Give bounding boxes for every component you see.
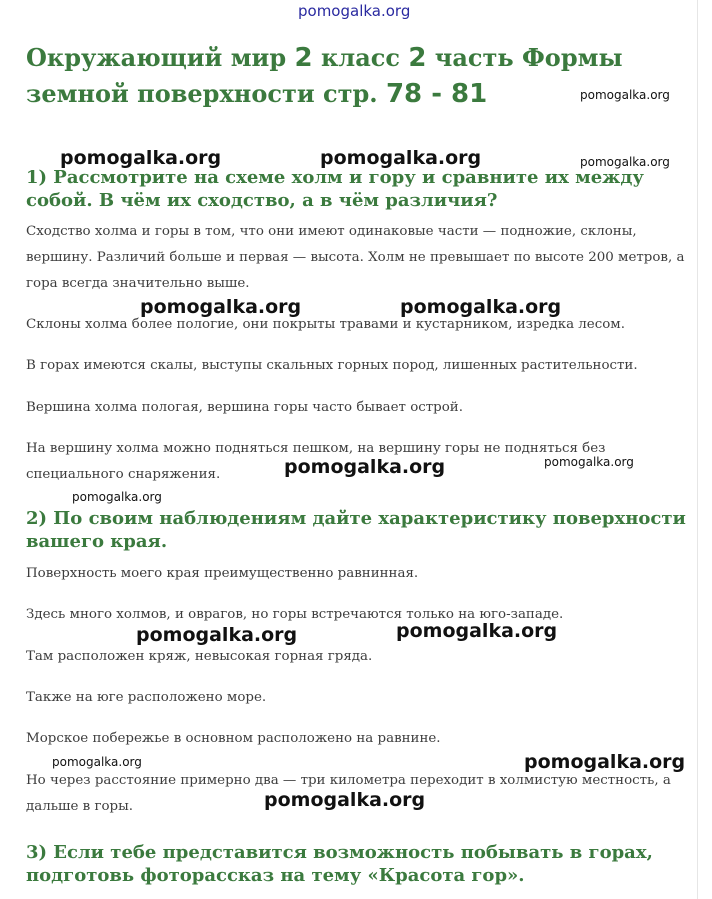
watermark: pomogalka.org (264, 789, 426, 811)
watermark: pomogalka.org (544, 455, 634, 469)
right-divider (697, 0, 698, 899)
watermark: pomogalka.org (400, 296, 562, 318)
q2-answer-2: Здесь много холмов, и оврагов, но горы встречаются только на юго-западе. (26, 607, 564, 622)
watermark: pomogalka.org (580, 155, 670, 169)
q2-answer-6: Но через расстояние примерно два — три километра переходит в холмистую местность, а дальше в горы. (26, 773, 671, 814)
q1-answer-3: В горах имеются скалы, выступы скальных горных пород, лишенных растительности. (26, 358, 638, 373)
question-1-heading: 1) Рассмотрите на схеме холм и гору и сравните их между собой. В чём их сходство, а в чём различия? (26, 167, 644, 211)
question-3-heading: 3) Если тебе представится возможность побывать в горах, подготовь фотоpaccкaз на тему «Красота гор». (26, 842, 653, 886)
watermark: pomogalka.org (320, 147, 482, 169)
watermark: pomogalka.org (524, 751, 686, 773)
watermark: pomogalka.org (140, 296, 302, 318)
watermark: pomogalka.org (396, 620, 558, 642)
q2-answer-5: Морское побережье в основном расположено на равнине. (26, 731, 441, 746)
q1-answer-2: Склоны холма более пологие, они покрыты травами и кустарником, изредка лесом. (26, 317, 625, 332)
watermark: pomogalka.org (136, 624, 298, 646)
q2-answer-1: Поверхность моего края преимущественно равнинная. (26, 566, 419, 581)
question-2-heading: 2) По своим наблюдениям дайте характеристику поверхности вашего края. (26, 508, 686, 552)
watermark: pomogalka.org (72, 490, 162, 504)
q1-answer-5: На вершину холма можно подняться пешком, на вершину горы не подняться без специального снаряжения. (26, 441, 606, 482)
watermark: pomogalka.org (60, 147, 222, 169)
top-watermark: pomogalka.org (298, 2, 411, 20)
watermark: pomogalka.org (284, 456, 446, 478)
watermark: pomogalka.org (52, 755, 142, 769)
q1-answer-4: Вершина холма пологая, вершина горы часто бывает острой. (26, 400, 463, 415)
page-title: Окружающий мир 2 класс 2 часть Формы земной поверхности стр. 78 - 81 (26, 43, 623, 109)
q1-answer-1: Сходство холма и горы в том, что они имеют одинаковые части — подножие, склоны, вершину. Различий больше и первая — высота. Холм не превышает по высоте 200 метров, а гора всегда значительно выше. (26, 224, 685, 291)
q2-answer-4: Также на юге расположено море. (26, 690, 267, 705)
watermark: pomogalka.org (580, 88, 670, 102)
q2-answer-3: Там расположен кряж, невысокая горная гряда. (26, 649, 373, 664)
